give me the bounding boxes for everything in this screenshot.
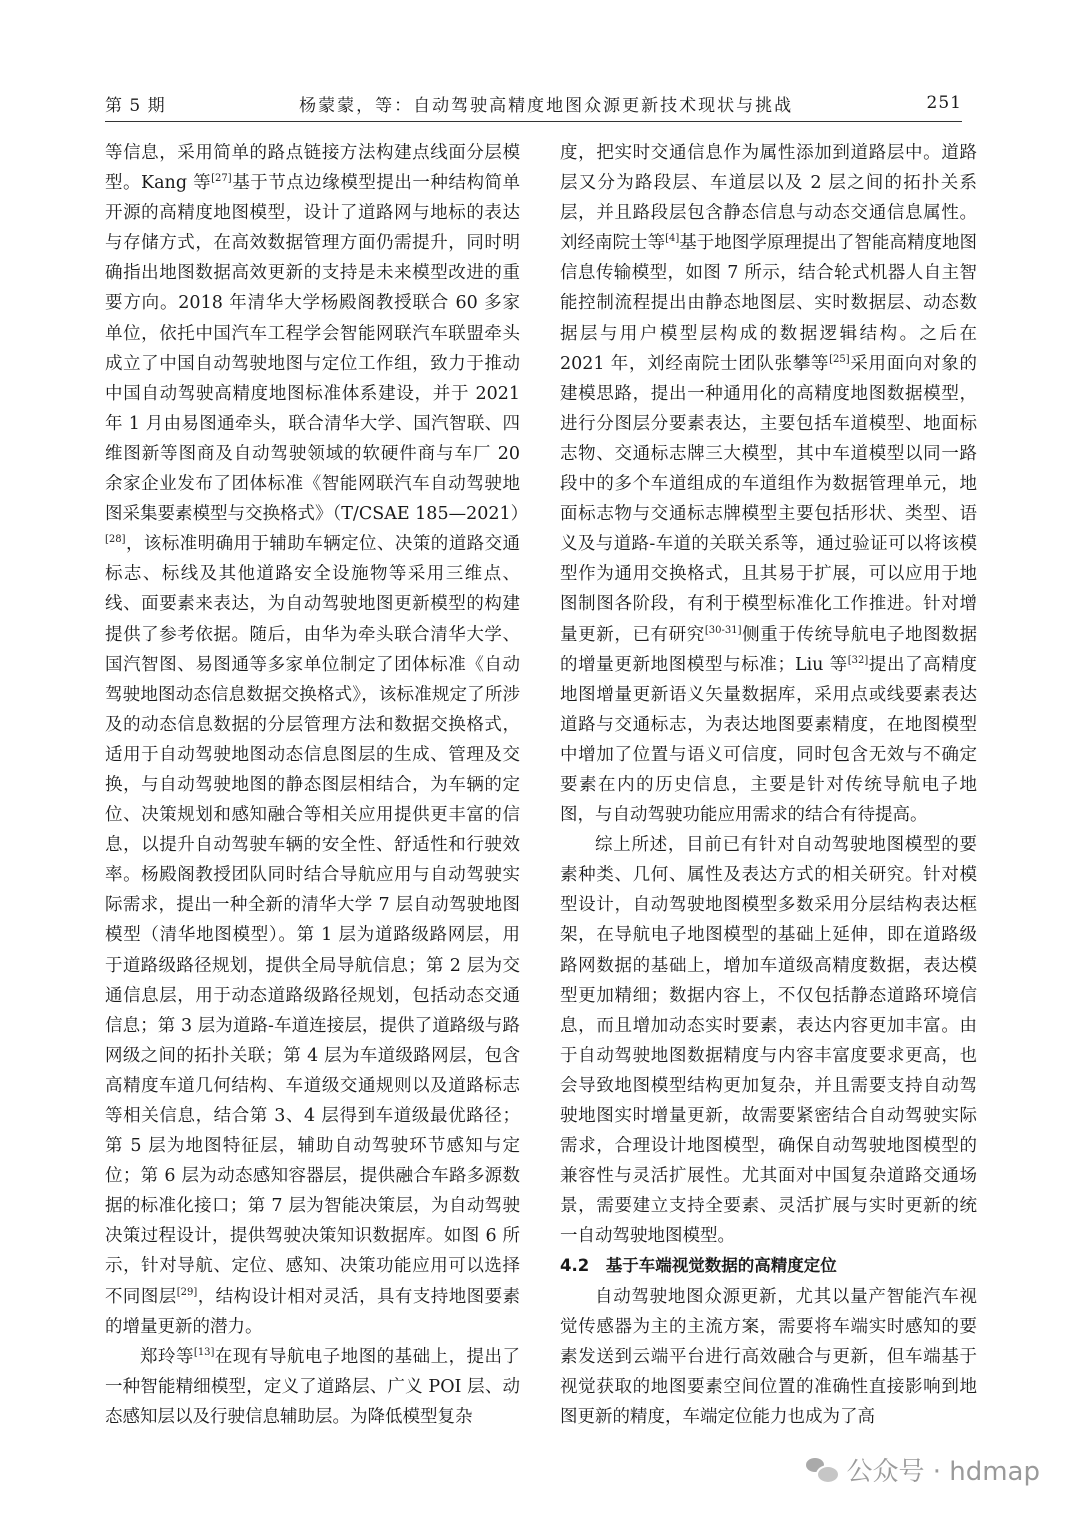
citation-ref: [28]	[105, 534, 126, 546]
text-run: 等信息，采用简单的路点链接方法构建点线面分层模型。Kang 等	[105, 143, 520, 194]
text-run: 基于地图学原理提出了智能高精度地图信息传输模型，如图 7 所示，结合轮式机器人自主智能控制流程提出由静态地图层、实时数据层、动态数据层与用户模型层构成的数据逻辑结构。之后在 2021 年，刘经南院士团队张攀等	[560, 233, 978, 374]
citation-ref: [32]	[847, 654, 869, 666]
citation-ref: [4]	[665, 233, 680, 245]
wechat-icon	[806, 1456, 836, 1482]
running-title: 杨蒙蒙，等：自动驾驶高精度地图众源更新技术现状与挑战	[299, 95, 794, 116]
text-run: 度，把实时交通信息作为属性添加到道路层中。道路层又分为路段层、车道层以及 2 层之间的拓扑关系层，并且路段层包含静态信息与动态交通信息属性。刘经南院士等	[560, 143, 977, 254]
text-run: 综上所述，目前已有针对自动驾驶地图模型的要素种类、几何、属性及表达方式的相关研究。针对模型设计，自动驾驶地图模型多数采用分层结构表达框架，在导航电子地图模型的基础上延伸，即在道路级路网数据的基础上，增加车道级高精度数据，表达模型更加精细；数据内容上，不仅包括静态道路环境信息，而且增加动态实时要素，表达内容更加丰富。由于自动驾驶地图数据精度与内容丰富度要求更高，也会导致地图模型结构更加复杂，并且需要支持自动驾驶地图实时增量更新，故需要紧密结合自动驾驶实际需求，合理设计地图模型，确保自动驾驶地图模型的兼容性与灵活扩展性。尤其面对中国复杂道路交通场景，需要建立支持全要素、灵活扩展与实时更新的统一自动驾驶地图模型。	[560, 835, 977, 1247]
page-number: 251	[926, 93, 962, 113]
text-run: 在现有导航电子地图的基础上，提出了一种智能精细模型，定义了道路层、广义 POI 层、动态感知层以及行驶信息辅助层。为降低模型复杂	[105, 1346, 521, 1427]
watermark-text: 公众号 · hdmap	[846, 1456, 1040, 1487]
paragraph	[560, 1282, 977, 1432]
citation-ref: [25]	[829, 353, 850, 365]
right-column	[560, 138, 977, 1432]
section-heading	[560, 1251, 977, 1281]
left-column	[105, 138, 529, 1432]
text-run: ，结构设计相对灵活，具有支持地图要素的增量更新的潜力。	[105, 1286, 521, 1337]
running-header	[105, 88, 962, 118]
text-run: ，该标准明确用于辅助车辆定位、决策的道路交通标志、标线及其他道路安全设施物等采用三维点、线、面要素来表达，为自动驾驶地图更新模型的构建提供了参考依据。随后，由华为牵头联合清华大学、国汽智图、易图通等多家单位制定了团体标准《自动驾驶地图动态信息数据交换格式》，该标准规定了所涉及的动态信息数据的分层管理方法和数据交换格式，适用于自动驾驶地图动态信息图层的生成、管理及交换，与自动驾驶地图的静态图层相结合，为车辆的定位、决策规划和感知融合等相关应用提供更丰富的信息，以提升自动驾驶车辆的安全性、舒适性和行驶效率。杨殿阁教授团队同时结合导航应用与自动驾驶实际需求，提出一种全新的清华大学 7 层自动驾驶地图模型（清华地图模型）。第 1 层为道路级路网层，用于道路级路径规划，提供全局导航信息；第 2 层为交通信息层，用于动态道路级路径规划，包括动态交通信息；第 3 层为道路-车道连接层，提供了道路级与路网级之间的拓扑关联；第 4 层为车道级路网层，包含高精度车道几何结构、车道级交通规则以及道路标志等相关信息，结合第 3、4 层得到车道级最优路径；第 5 层为地图特征层，辅助自动驾驶环节感知与定位；第 6 层为动态感知容器层，提供融合车路多源数据的标准化接口；第 7 层为智能决策层，为自动驾驶决策过程设计，提供驾驶决策知识数据库。如图 6 所示，针对导航、定位、感知、决策功能应用可以选择不同图层	[105, 534, 520, 1307]
text-run: 侧重于传统导航电子地图数据的增量更新地图模型与标准；Liu 等	[560, 624, 978, 675]
paragraph	[560, 830, 977, 1251]
text-run: 采用面向对象的建模思路，提出一种通用化的高精度地图数据模型，进行分图层分要素表达，主要包括车道模型、地面标志物、交通标志牌三大模型，其中车道模型以同一路段中的多个车道组成的车道组作为数据管理单元，地面标志物与交通标志牌模型主要包括形状、类型、语义及与道路-车道的关联关系等，通过验证可以将该模型作为通用交换格式，且其易于扩展，可以应用于地图制图各阶段，有利于模型标准化工作推进。针对增量更新，已有研究	[560, 353, 977, 645]
citation-ref: [30-31]	[704, 624, 742, 636]
text-run: 4.2 基于车端视觉数据的高精度定位	[560, 1256, 837, 1276]
header-rule	[105, 121, 962, 122]
paragraph	[105, 138, 529, 1342]
text-run: 基于节点边缘模型提出一种结构简单开源的高精度地图模型，设计了道路网与地标的表达与存储方式，在高效数据管理方面仍需提升，同时明确指出地图数据高效更新的支持是未来模型改进的重要方向。2018 年清华大学杨殿阁教授联合 60 多家单位，依托中国汽车工程学会智能网联汽车联盟牵头成立了中国自动驾驶地图与定位工作组，致力于推动中国自动驾驶高精度地图标准体系建设，并于 2021 年 1 月由易图通牵头，联合清华大学、国汽智联、四维图新等图商及自动驾驶领域的软硬件商与车厂 20 余家企业发布了团体标准《智能网联汽车自动驾驶地图采集要素模型与交换格式》（T/CSAE 185—2021）	[105, 173, 529, 525]
text-run: 提出了高精度地图增量更新语义矢量数据库，采用点或线要素表达道路与交通标志，为表达地图要素精度，在地图模型中增加了位置与语义可信度，同时包含无效与不确定要素在内的历史信息，主要是针对传统导航电子地图，与自动驾驶功能应用需求的结合有待提高。	[560, 654, 978, 826]
paragraph	[560, 138, 977, 830]
citation-ref: [13]	[193, 1346, 215, 1358]
paragraph	[105, 1342, 520, 1432]
watermark	[806, 1449, 1040, 1489]
issue-number: 第 5 期	[105, 95, 166, 116]
citation-ref: [29]	[176, 1286, 198, 1298]
text-run: 郑玲等	[140, 1346, 194, 1367]
citation-ref: [27]	[211, 173, 232, 185]
text-run: 自动驾驶地图众源更新，尤其以量产智能汽车视觉传感器为主的主流方案，需要将车端实时感知的要素发送到云端平台进行高效融合与更新，但车端基于视觉获取的地图要素空间位置的准确性直接影响到地图更新的精度，车端定位能力也成为了高	[560, 1286, 977, 1427]
